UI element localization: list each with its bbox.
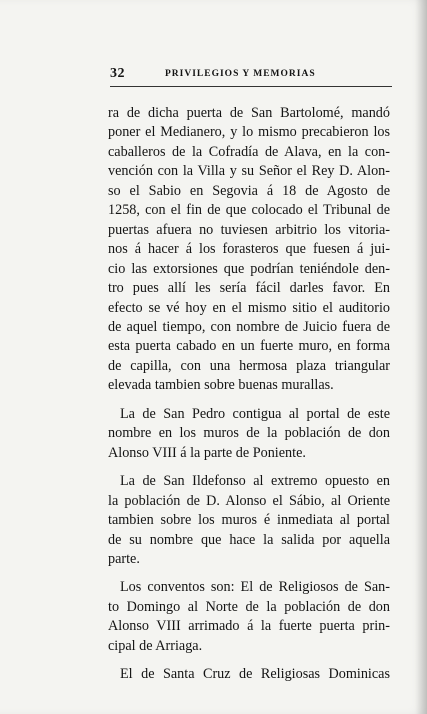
text-line: so el Sabio en Segovia á 18 de Agosto de <box>108 182 390 199</box>
text-line: nombre en los muros de la población de don <box>108 425 390 442</box>
paragraph <box>108 104 390 396</box>
paragraph-gap <box>108 396 390 405</box>
text-line: elevada tambien sobre buenas murallas. <box>108 377 334 394</box>
text-line: cipal de Arriaga. <box>108 637 203 654</box>
paragraph <box>108 665 390 684</box>
text-line: tambien sobre los muros é inmediata al portal <box>108 512 390 529</box>
text-line: de su nombre que hace la salida por aquella <box>108 531 390 548</box>
text-line: puertas afuera no tuviesen arbitrio los vitoria- <box>108 221 390 238</box>
text-line: parte. <box>108 550 140 567</box>
paragraph-gap <box>108 656 390 665</box>
header-rule <box>110 86 392 87</box>
text-line: la población de D. Alonso el Sábio, al Oriente <box>108 492 390 509</box>
text-line: vención con la Villa y su Señor el Rey D. Alon- <box>108 163 390 180</box>
paragraph <box>108 405 390 463</box>
text-line: El de Santa Cruz de Religiosas Dominicas <box>120 666 390 683</box>
page-number: 32 <box>110 66 125 81</box>
text-line: de aquel tiempo, con nombre de Juicio fuera de <box>108 318 390 335</box>
text-line: nos á hacer á los forasteros que fuesen á jui- <box>108 241 390 258</box>
text-line: tro pues allí les sería fácil darles favor. En <box>108 280 390 297</box>
paragraph <box>108 578 390 656</box>
text-line: La de San Pedro contigua al portal de este <box>120 405 390 422</box>
running-title: PRIVILEGIOS Y MEMORIAS <box>165 69 316 79</box>
text-line: poner el Medianero, y lo mismo precabieron los <box>108 124 390 141</box>
paragraph-gap <box>108 463 390 472</box>
text-line: cio las extorsiones que podrían teniéndole den- <box>108 260 390 277</box>
text-line: to Domingo al Norte de la población de don <box>108 598 390 615</box>
text-line: ra de dicha puerta de San Bartolomé, mandó <box>108 105 390 121</box>
text-line: esta puerta cabado en un fuerte muro, en forma <box>108 338 390 355</box>
page-edge-shadow <box>415 0 427 714</box>
text-line: La de San Ildefonso al extremo opuesto en <box>120 473 390 490</box>
text-line: Los conventos son: El de Religiosos de San- <box>120 579 390 596</box>
paragraph-gap <box>108 569 390 578</box>
text-line: Alonso VIII á la parte de Poniente. <box>108 444 306 461</box>
text-line: caballeros de la Cofradía de Alava, en la con- <box>108 143 390 160</box>
text-line: Alonso VIII arrimado á la fuerte puerta prin- <box>108 618 390 635</box>
text-line: 1258, con el fin de que colocado el Tribunal de <box>108 202 390 219</box>
text-line: efecto se vé hoy en el mismo sitio el auditorio <box>108 299 390 316</box>
text-line: de capilla, con una hermosa plaza triangular <box>108 357 390 374</box>
page-header <box>110 66 392 82</box>
body-text <box>108 104 390 685</box>
paragraph <box>108 472 390 569</box>
